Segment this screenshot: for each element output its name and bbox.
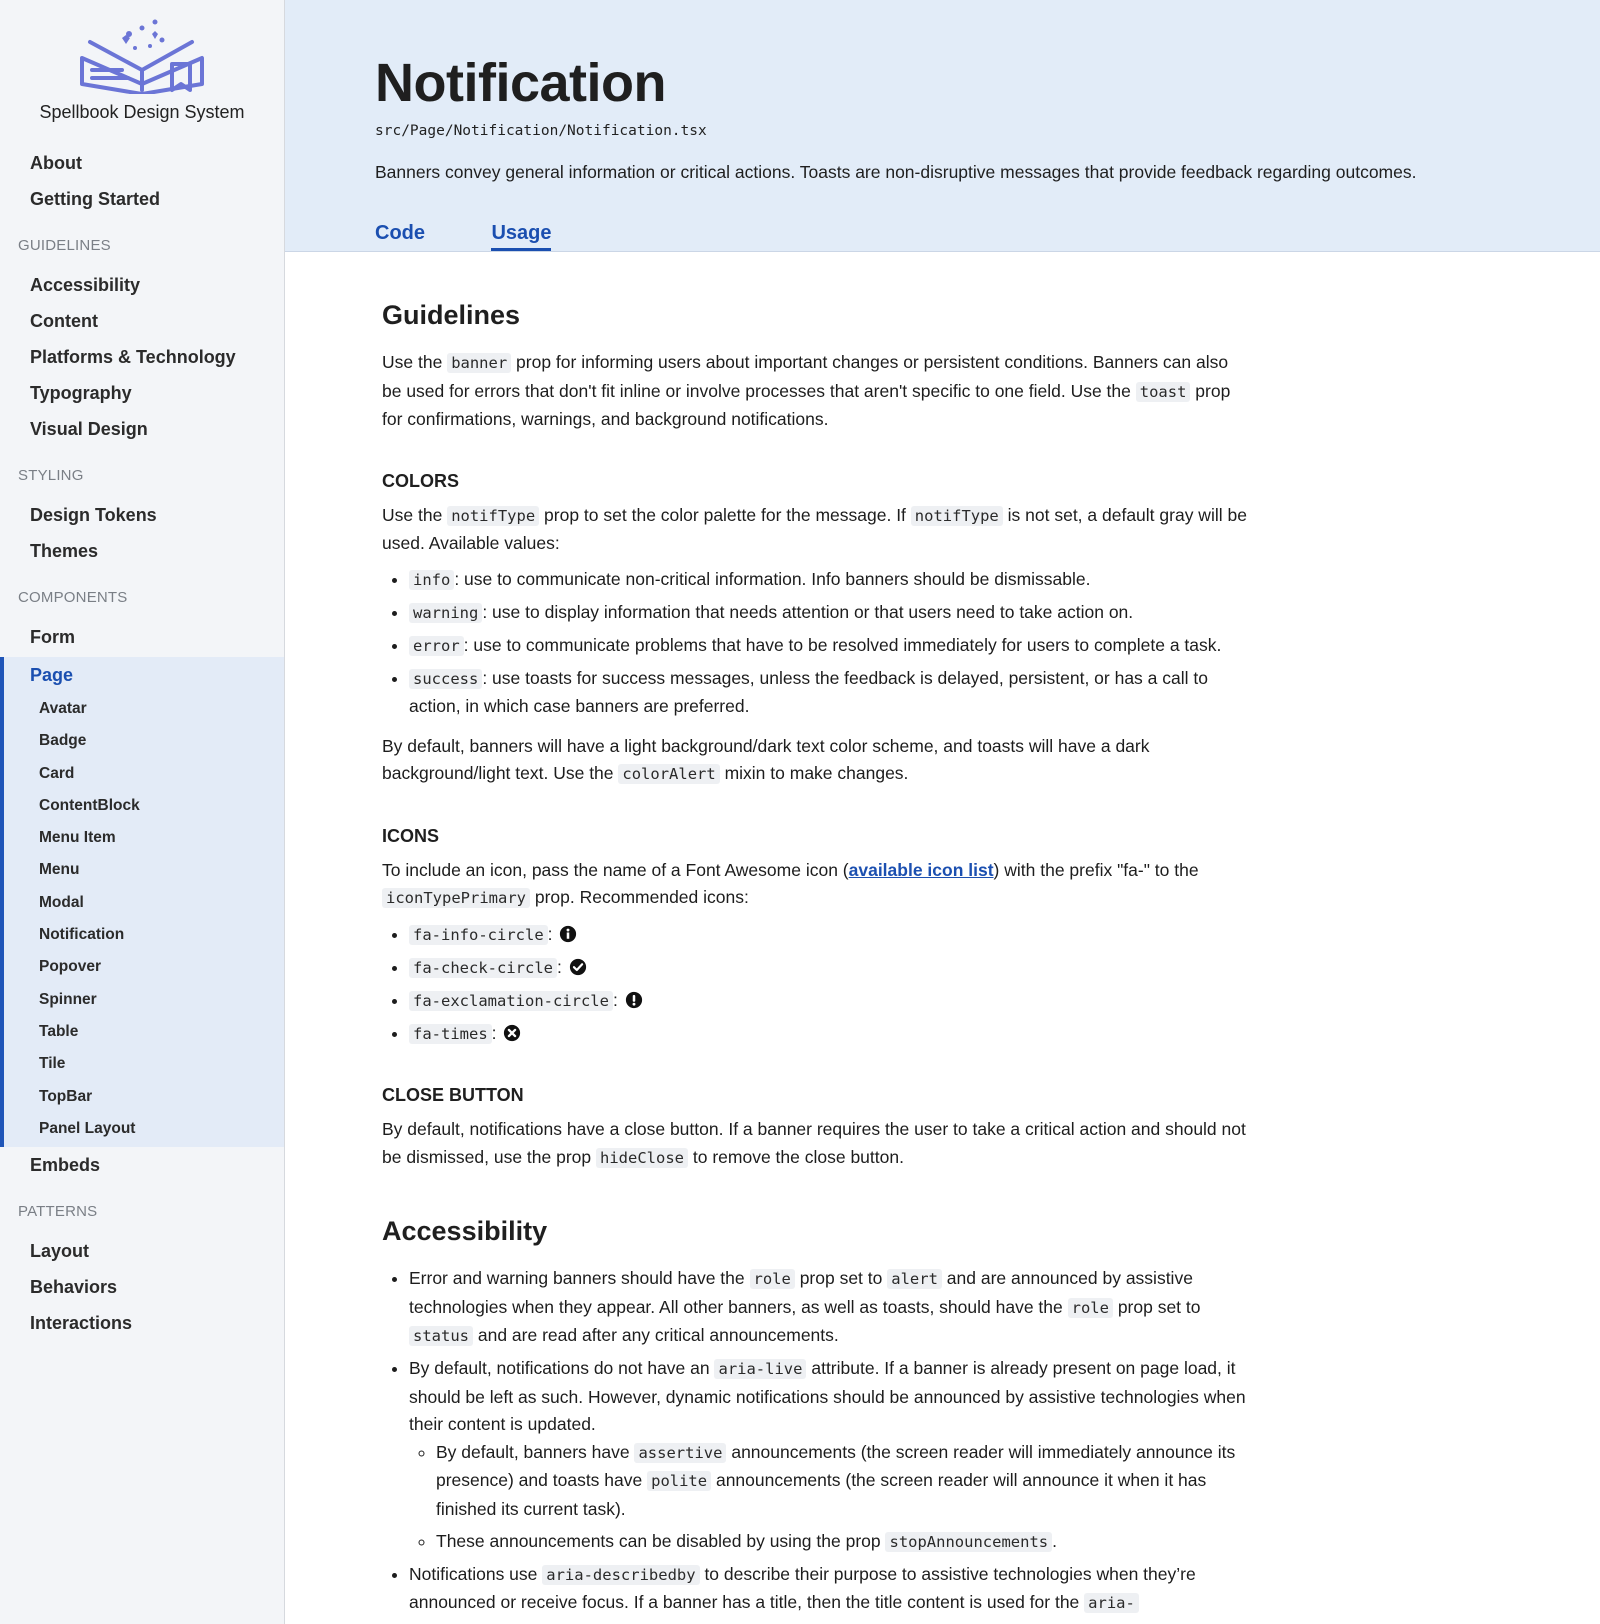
sidebar-subitem-menu[interactable]: Menu [39,861,80,879]
exclamation-circle-icon [625,991,643,1009]
list-item [436,1528,1252,1557]
tab-code[interactable]: Code [375,222,425,244]
page-title: Notification [375,53,666,113]
sidebar-subitem-spinner[interactable]: Spinner [39,990,97,1008]
sidebar-section-styling: STYLING [18,467,84,484]
sidebar-item-themes[interactable]: Themes [30,541,99,561]
colors-default [382,733,1252,789]
list-item [409,987,1252,1016]
list-item [409,1561,1252,1618]
brand[interactable] [0,0,284,123]
code-fa-times: fa-times [409,1024,492,1044]
code-info: info [409,570,454,590]
code-aria-live: aria-live [714,1359,806,1379]
code-banner: banner [447,353,511,373]
code-fa-check-circle: fa-check-circle [409,958,557,978]
text: and are read after any critical announcements. [473,1325,839,1345]
check-circle-icon [569,958,587,976]
sidebar-subitem-notification[interactable]: Notification [39,926,125,944]
accessibility-list [382,1265,1252,1618]
sidebar-item-typography[interactable]: Typography [30,383,132,403]
colors-intro [382,502,1252,558]
icons-intro [382,857,1252,913]
sidebar-subitem-contentblock[interactable]: ContentBlock [39,796,140,814]
text: attribute. If a banner is already present on page load, it should be left as such. However, dynamic notifications should be announced by assistive technologies when their content is updated. [409,1358,1246,1434]
text: : [547,923,553,944]
sidebar-section-guidelines: GUIDELINES [18,237,111,254]
accessibility-heading: Accessibility [382,1216,548,1246]
sidebar-nav [0,145,284,1341]
text: By default, notifications do not have an [409,1358,715,1378]
code-toast: toast [1136,382,1191,402]
sidebar-subitem-tile[interactable]: Tile [39,1055,66,1073]
main-content [382,300,1252,1622]
sidebar-group-page [0,657,284,1147]
code-success: success [409,669,482,689]
list-item [409,954,1252,983]
text: : use to communicate problems that have to be resolved immediately for users to complete a task. [463,634,1222,655]
text: announcements (the screen reader will announce it when it has finished its current task). [436,1470,1207,1519]
code-assertive: assertive [634,1443,726,1463]
code-stopannouncements: stopAnnouncements [885,1532,1052,1552]
code-coloralert: colorAlert [618,764,719,784]
text: : [491,1022,497,1043]
text: : [612,989,618,1010]
text: prop for informing users about important changes or persistent conditions. Banners can also be used for errors that don't fit inline or involve processes that aren't specific to one field. Use the [382,352,1229,401]
text: . [1052,1530,1057,1551]
code-role: role [750,1269,795,1289]
list-item [409,566,1252,595]
list-item [409,921,1252,950]
guidelines-heading: Guidelines [382,300,521,330]
list-item [409,632,1252,661]
code-polite: polite [647,1471,711,1491]
sidebar-item-platforms-technology[interactable]: Platforms & Technology [30,347,236,367]
sidebar-item-behaviors[interactable]: Behaviors [30,1277,118,1298]
sidebar-item-visual-design[interactable]: Visual Design [30,419,148,439]
text: ) with the prefix "fa-" to the [993,859,1199,880]
brand-name: Spellbook Design System [39,102,245,122]
text: : use to display information that needs attention or that users need to take action on. [482,601,1134,622]
sidebar-section-components: COMPONENTS [18,589,128,606]
code-hideclose: hideClose [596,1148,688,1168]
list-item [409,1020,1252,1049]
sidebar-item-page[interactable]: Page [30,665,74,685]
code-alert: alert [887,1269,942,1289]
times-circle-icon [503,1024,521,1042]
sidebar-subitem-topbar[interactable]: TopBar [39,1087,93,1105]
icons-heading: ICONS [382,825,440,846]
available-icon-list-link[interactable]: available icon list [848,859,994,880]
text: By default, banners will have a light background/dark text color scheme, and toasts will have a dark background/light text. Use the [382,735,1150,783]
list-item [409,599,1252,628]
sidebar-subitem-avatar[interactable]: Avatar [39,700,87,717]
page-header [285,0,1600,252]
text: to remove the close button. [688,1146,904,1167]
text: By default, banners have [436,1441,635,1462]
colors-heading: COLORS [382,470,460,491]
text: prop set to [794,1268,888,1288]
list-item [436,1439,1252,1524]
text: These announcements can be disabled by using the prop [436,1530,886,1551]
page-description: Banners convey general information or critical actions. Toasts are non-disruptive messages that provide feedback regarding outcomes. [375,162,1417,182]
guidelines-intro [382,349,1252,434]
sidebar-subitem-table[interactable]: Table [39,1022,79,1040]
code-notiftype: notifType [447,506,539,526]
code-fa-exclamation-circle: fa-exclamation-circle [409,991,613,1011]
sidebar-item-accessibility[interactable]: Accessibility [30,275,141,295]
colors-list [382,566,1252,721]
text: prop. Recommended icons: [529,887,749,907]
text: Use the [382,352,448,372]
sidebar-item-embeds[interactable]: Embeds [30,1155,101,1176]
sidebar-item-content[interactable]: Content [30,311,98,331]
text: By default, notifications have a close button. If a banner requires the user to take a critical action and should not be dismissed, use the prop [382,1119,1246,1167]
text: prop for confirmations, warnings, and background notifications. [382,380,1231,429]
sidebar-item-design-tokens[interactable]: Design Tokens [30,505,157,525]
text: Use the [382,504,448,525]
sidebar-item-about[interactable]: About [30,153,82,173]
sidebar-item-layout[interactable]: Layout [30,1241,90,1262]
code-icontypeprimary: iconTypePrimary [382,888,530,908]
text: To include an icon, pass the name of a Font Awesome icon ( [382,859,849,880]
sidebar-subitem-popover[interactable]: Popover [39,958,102,976]
code-status: status [409,1326,473,1346]
sidebar-item-interactions[interactable]: Interactions [30,1313,133,1334]
sidebar-item-getting-started[interactable]: Getting Started [30,189,161,209]
list-item [409,1265,1252,1351]
sidebar-subitem-modal[interactable]: Modal [39,893,84,911]
text: : use to communicate non-critical information. Info banners should be dismissable. [454,568,1091,589]
text: mixin to make changes. [719,763,909,783]
spellbook-logo-icon [72,14,212,94]
info-circle-icon [559,925,577,943]
tab-bar [375,222,613,251]
text: : [556,956,562,977]
source-path: src/Page/Notification/Notification.tsx [375,123,707,139]
text: announcements (the screen reader will immediately announce its presence) and toasts have [436,1441,1236,1490]
icons-list [382,921,1252,1049]
list-item [409,1355,1252,1556]
nested-list [409,1439,1252,1557]
code-error: error [409,636,464,656]
text: prop set to [1112,1296,1201,1317]
text: and are announced by assistive technologies when they appear. All other banners, as well as toasts, should have the [409,1268,1193,1317]
sidebar [0,0,285,1624]
text: is not set, a default gray will be used. Available values: [382,504,1247,553]
sidebar-subitem-panel-layout[interactable]: Panel Layout [39,1119,136,1137]
text: Notifications use [409,1563,543,1584]
text: to describe their purpose to assistive technologies when they’re announced or receive focus. If a banner has a title, then the title content is used for the [409,1563,1196,1612]
code-fa-info-circle: fa-info-circle [409,925,548,945]
code-warning: warning [409,603,482,623]
code-aria: aria- [1084,1593,1139,1613]
code-notiftype: notifType [911,506,1003,526]
sidebar-subitem-menu-item[interactable]: Menu Item [39,829,116,847]
sidebar-section-patterns: PATTERNS [18,1203,98,1221]
text: : use toasts for success messages, unless the feedback is delayed, persistent, or has a call to action, in which case banners are preferred. [409,667,1208,716]
tab-usage[interactable]: Usage [491,222,551,251]
text: prop to set the color palette for the message. If [539,504,911,525]
list-item [409,665,1252,721]
close-button-heading: CLOSE BUTTON [382,1085,524,1105]
code-aria-describedby: aria-describedby [542,1565,699,1585]
sidebar-item-form[interactable]: Form [30,627,75,647]
close-button-text [382,1116,1252,1172]
sidebar-subitem-card[interactable]: Card [39,764,75,782]
text: Error and warning banners should have the [409,1268,750,1288]
code-role: role [1068,1298,1113,1318]
sidebar-subitem-badge[interactable]: Badge [39,732,87,750]
